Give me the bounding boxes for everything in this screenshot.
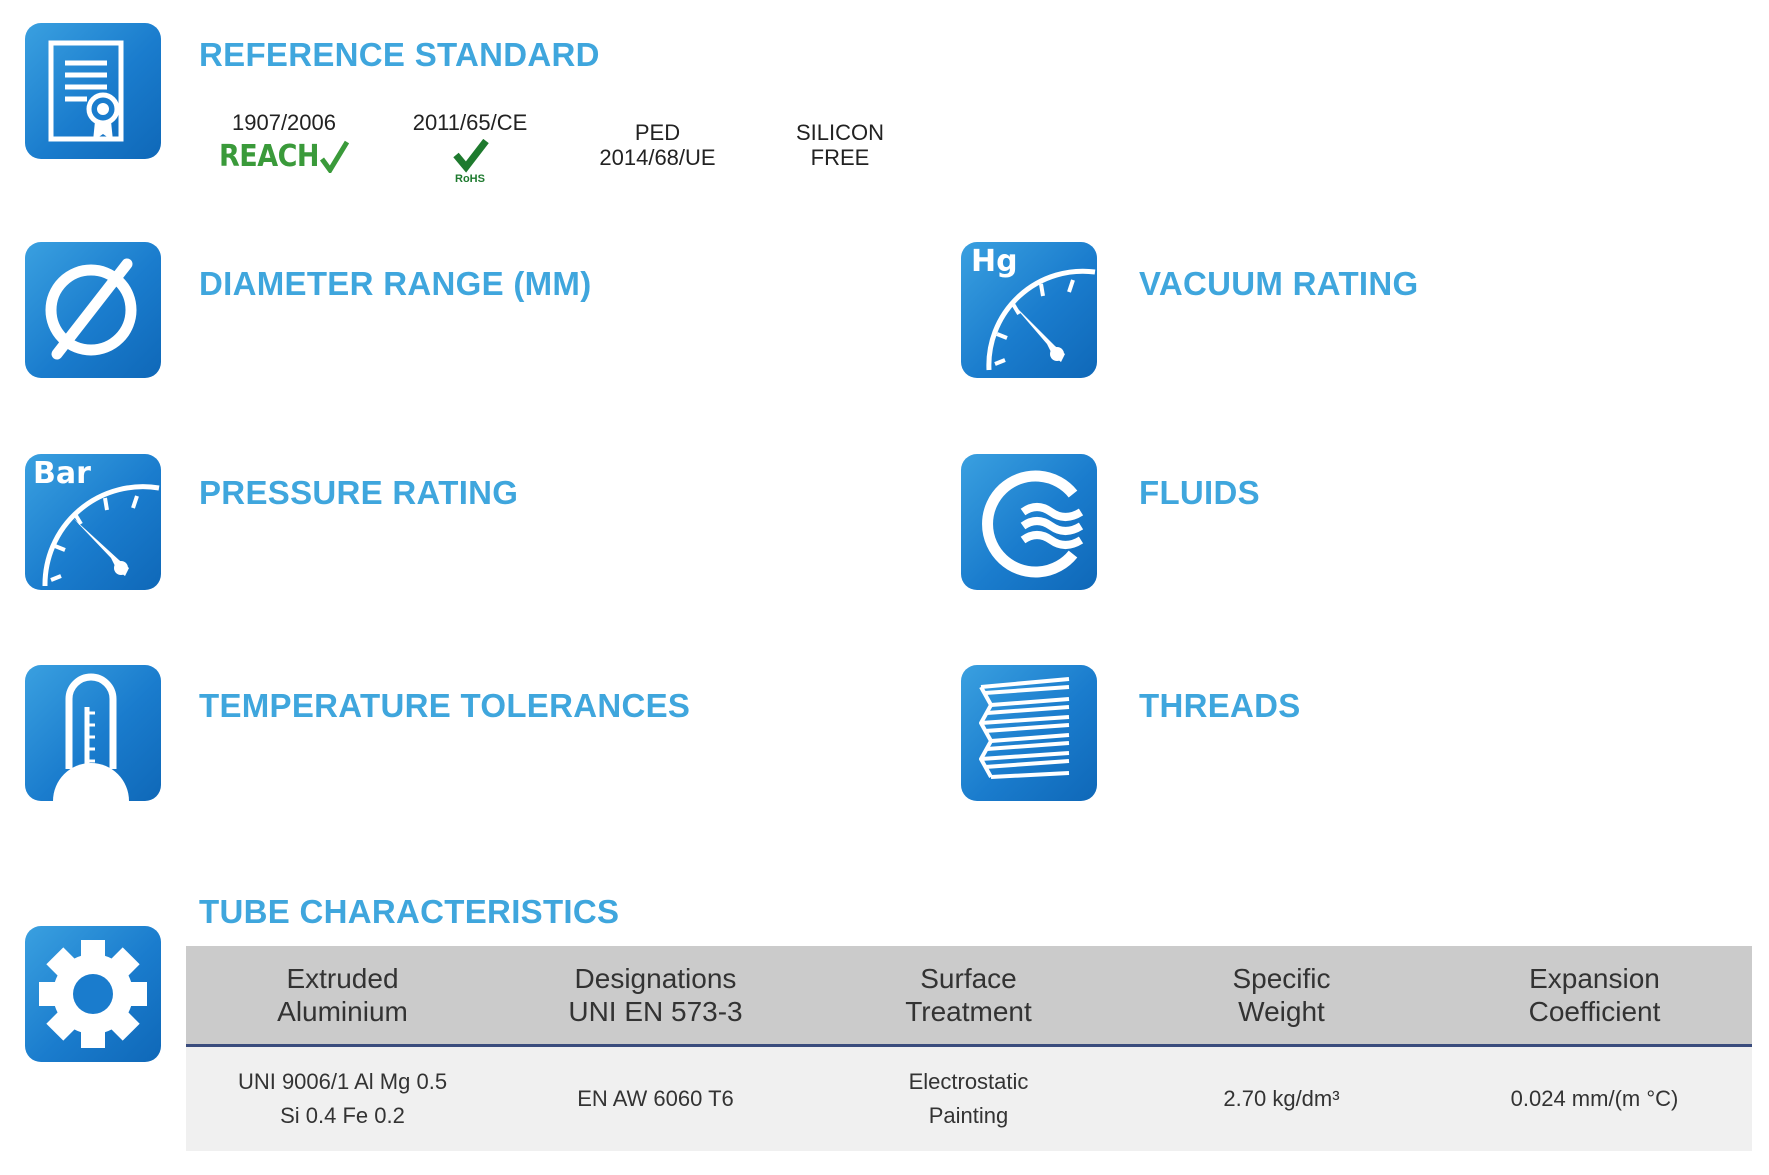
header-expansion-coefficient: Expansion Coefficient <box>1528 963 1661 1027</box>
threads-icon <box>961 665 1097 801</box>
reach-logo: REACH <box>218 138 319 174</box>
header-designations: Designations UNI EN 573-3 <box>568 963 743 1027</box>
vacuum-rating-heading: VACUUM RATING <box>1139 265 1419 302</box>
ped-line1: PED <box>634 120 681 145</box>
rohs-code: 2011/65/CE <box>412 110 528 135</box>
silicon-line2: FREE <box>810 145 870 170</box>
cell-specific-weight: 2.70 kg/dm³ <box>1223 1086 1340 1111</box>
gear-icon <box>25 926 161 1062</box>
table-row <box>186 1047 1752 1151</box>
temperature-tolerances-heading: TEMPERATURE TOLERANCES <box>199 687 691 724</box>
reach-standard <box>218 110 350 173</box>
rohs-check-icon <box>448 139 492 173</box>
vacuum-gauge-icon <box>961 242 1097 378</box>
tube-characteristics-table <box>186 946 1752 1151</box>
silicon-line1: SILICON <box>795 120 885 145</box>
header-surface-treatment: Surface Treatment <box>905 963 1032 1027</box>
ped-standard <box>580 120 735 170</box>
thermometer-icon <box>25 665 161 801</box>
header-specific-weight: Specific Weight <box>1232 963 1331 1027</box>
diameter-icon <box>25 242 161 378</box>
cell-expansion-coefficient: 0.024 mm/(m °C) <box>1510 1086 1679 1111</box>
cell-designation: EN AW 6060 T6 <box>577 1086 734 1111</box>
header-extruded-aluminium: Extruded Aluminium <box>277 963 408 1027</box>
ped-line2: 2014/68/UE <box>599 145 716 170</box>
fluids-heading: FLUIDS <box>1139 474 1260 511</box>
vacuum-unit-label: Hg <box>971 244 1018 279</box>
silicon-free-standard <box>780 120 900 170</box>
reach-code: 1907/2006 <box>232 110 336 135</box>
threads-heading: THREADS <box>1139 687 1301 724</box>
table-header-row <box>186 946 1752 1047</box>
reach-check-icon <box>319 139 349 173</box>
diameter-range-heading: DIAMETER RANGE (MM) <box>199 265 592 302</box>
tube-characteristics-heading: TUBE CHARACTERISTICS <box>199 893 620 930</box>
pressure-rating-heading: PRESSURE RATING <box>199 474 519 511</box>
cell-surface-treatment: Electrostatic Painting <box>908 1069 1029 1128</box>
cell-alloy: UNI 9006/1 Al Mg 0.5 Si 0.4 Fe 0.2 <box>237 1069 448 1128</box>
pressure-unit-label: Bar <box>33 456 91 491</box>
rohs-logo: RoHS <box>455 173 485 185</box>
fluids-icon <box>961 454 1097 590</box>
reference-standard-heading: REFERENCE STANDARD <box>199 36 600 73</box>
rohs-standard <box>405 110 535 185</box>
certificate-icon <box>25 23 161 159</box>
pressure-gauge-icon <box>25 454 161 590</box>
